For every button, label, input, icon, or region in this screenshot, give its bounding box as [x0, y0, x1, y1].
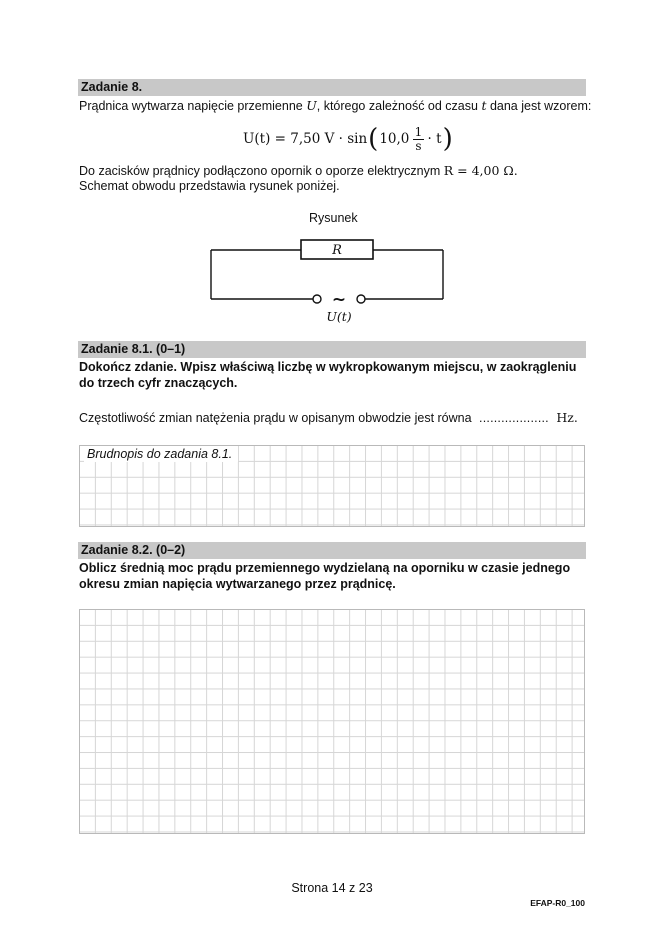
- voltage-formula: U(t) = 7,50 V · sin ( 10,0 1 s · t ): [243, 124, 453, 154]
- resistor-label: R: [332, 243, 342, 258]
- draft-label: Brudnopis do zadania 8.1.: [84, 446, 238, 462]
- figure-caption: Rysunek: [309, 211, 358, 225]
- terminal-left: [313, 295, 321, 303]
- draft-grid-8-1[interactable]: [79, 445, 585, 527]
- fraction: 1 s: [414, 124, 423, 153]
- task8-1-instruction-line1: Dokończ zdanie. Wpisz właściwą liczbę w wykropkowanym miejscu, w zaokrągleniu: [79, 360, 577, 374]
- task8-1-instruction-line2: do trzech cyfr znaczących.: [79, 376, 238, 390]
- page-number: Strona 14 z 23: [291, 881, 373, 895]
- task8-header: Zadanie 8.: [78, 79, 586, 96]
- task8-2-instruction-line2: okresu zmian napięcia wytwarzanego przez prądnicę.: [79, 577, 396, 591]
- task8-2-instruction-line1: Oblicz średnią moc prądu przemiennego wydzielaną na oporniku w czasie jednego: [79, 561, 571, 575]
- source-label: U(t): [326, 309, 352, 324]
- answer-grid-8-2[interactable]: [79, 609, 585, 834]
- schematic-statement: Schemat obwodu przedstawia rysunek poniżej.: [79, 179, 340, 193]
- task8-2-header: Zadanie 8.2. (0–2): [78, 542, 586, 559]
- resistor-statement: Do zacisków prądnicy podłączono opornik o oporze elektrycznym R = 4,00 Ω.: [79, 163, 518, 178]
- ac-source-symbol: ~: [331, 290, 347, 310]
- exam-code: EFAP-R0_100: [530, 898, 585, 908]
- answer-blank[interactable]: ...................: [479, 411, 549, 425]
- task8-intro: Prądnica wytwarza napięcie przemienne U, którego zależność od czasu t dana jest wzorem:: [79, 98, 592, 113]
- circuit-diagram: [205, 234, 450, 326]
- task8-1-header: Zadanie 8.1. (0–1): [78, 341, 586, 358]
- terminal-right: [357, 295, 365, 303]
- task8-1-sentence: Częstotliwość zmian natężenia prądu w opisanym obwodzie jest równa ................... Hz.: [79, 410, 578, 425]
